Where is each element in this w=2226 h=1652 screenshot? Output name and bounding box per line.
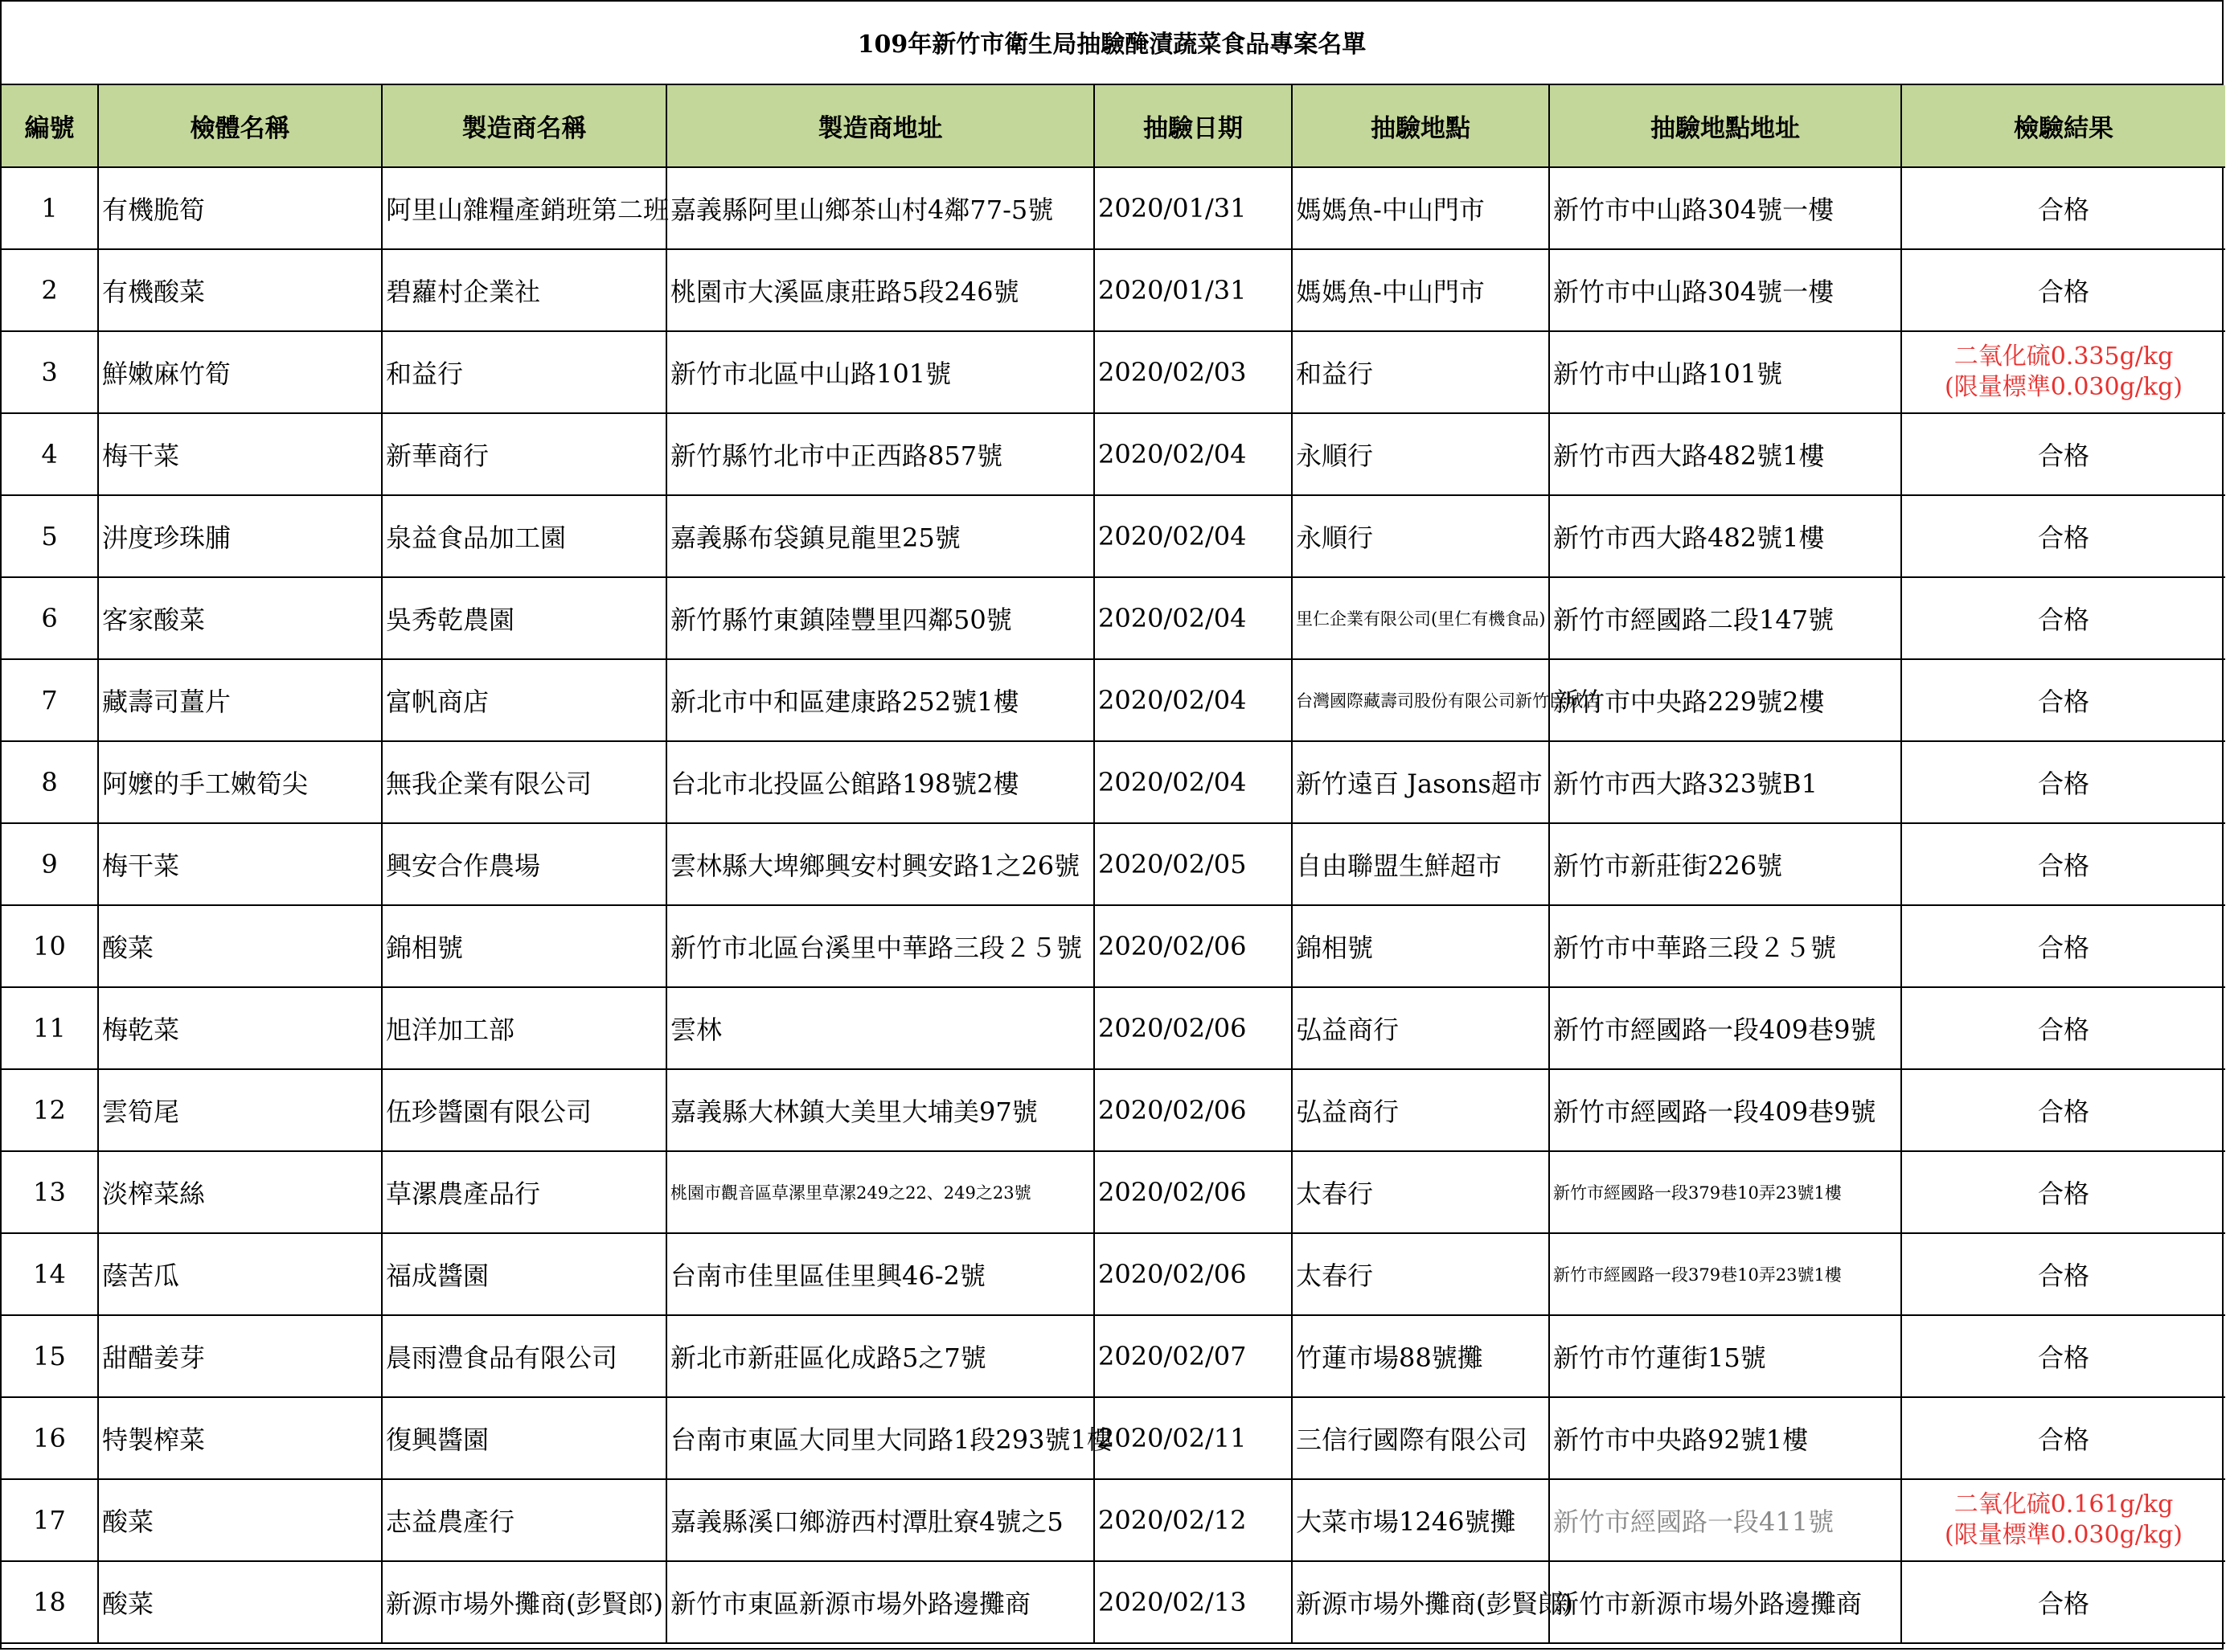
- cell-maker-address[interactable]: 新北市中和區建康路252號1樓: [666, 659, 1094, 741]
- cell-sample-date[interactable]: 2020/02/04: [1094, 495, 1292, 577]
- table-row: [2, 249, 2225, 331]
- cell-no[interactable]: 10: [2, 905, 98, 987]
- cell-sample-place[interactable]: 三信行國際有限公司: [1292, 1397, 1549, 1479]
- cell-no[interactable]: 15: [2, 1315, 98, 1397]
- cell-place-address[interactable]: 新竹市新源市場外路邊攤商: [1549, 1561, 1901, 1643]
- cell-sample-date[interactable]: 2020/01/31: [1094, 167, 1292, 249]
- table-row: [2, 1397, 2225, 1479]
- cell-place-address[interactable]: 新竹市經國路一段411號: [1549, 1479, 1901, 1561]
- cell-sample-name[interactable]: 有機酸菜: [98, 249, 382, 331]
- cell-sample-place[interactable]: 自由聯盟生鮮超市: [1292, 823, 1549, 905]
- header-sample-place[interactable]: 抽驗地點: [1292, 85, 1549, 167]
- cell-result[interactable]: 合格: [1901, 1561, 2225, 1643]
- cell-result[interactable]: 合格: [1901, 249, 2225, 331]
- table-row: [2, 1315, 2225, 1397]
- cell-no[interactable]: 4: [2, 413, 98, 495]
- cell-sample-place[interactable]: 媽媽魚-中山門市: [1292, 249, 1549, 331]
- table-row: [2, 1561, 2225, 1643]
- cell-maker-name[interactable]: 復興醬園: [382, 1397, 666, 1479]
- cell-no[interactable]: 18: [2, 1561, 98, 1643]
- cell-place-address[interactable]: 新竹市西大路323號B1: [1549, 741, 1901, 823]
- table-row: [2, 987, 2225, 1069]
- cell-no[interactable]: 2: [2, 249, 98, 331]
- cell-result[interactable]: 合格: [1901, 167, 2225, 249]
- cell-result[interactable]: 合格: [1901, 1315, 2225, 1397]
- cell-no[interactable]: 11: [2, 987, 98, 1069]
- cell-result[interactable]: [1901, 331, 2225, 413]
- cell-result[interactable]: 合格: [1901, 1397, 2225, 1479]
- cell-no[interactable]: 3: [2, 331, 98, 413]
- cell-maker-address[interactable]: 嘉義縣大林鎮大美里大埔美97號: [666, 1069, 1094, 1151]
- cell-place-address[interactable]: 新竹市經國路一段409巷9號: [1549, 1069, 1901, 1151]
- cell-place-address[interactable]: 新竹市竹蓮街15號: [1549, 1315, 1901, 1397]
- cell-maker-address[interactable]: 台南市佳里區佳里興46-2號: [666, 1233, 1094, 1315]
- cell-sample-place[interactable]: 和益行: [1292, 331, 1549, 413]
- cell-sample-name[interactable]: 梅干菜: [98, 413, 382, 495]
- cell-place-address[interactable]: 新竹市中山路304號一樓: [1549, 249, 1901, 331]
- cell-place-address[interactable]: 新竹市中山路304號一樓: [1549, 167, 1901, 249]
- header-sample-date[interactable]: 抽驗日期: [1094, 85, 1292, 167]
- cell-maker-name[interactable]: 泉益食品加工園: [382, 495, 666, 577]
- cell-maker-name[interactable]: 碧蘿村企業社: [382, 249, 666, 331]
- header-row: [2, 85, 2225, 167]
- cell-sample-date[interactable]: 2020/02/04: [1094, 413, 1292, 495]
- cell-sample-name[interactable]: 酸菜: [98, 1561, 382, 1643]
- cell-result[interactable]: 合格: [1901, 905, 2225, 987]
- cell-sample-place[interactable]: 媽媽魚-中山門市: [1292, 167, 1549, 249]
- cell-no[interactable]: 6: [2, 577, 98, 659]
- cell-sample-date[interactable]: 2020/02/04: [1094, 741, 1292, 823]
- cell-no[interactable]: 13: [2, 1151, 98, 1233]
- cell-place-address[interactable]: 新竹市中華路三段２５號: [1549, 905, 1901, 987]
- cell-sample-name[interactable]: 梅乾菜: [98, 987, 382, 1069]
- header-result[interactable]: 檢驗結果: [1901, 85, 2225, 167]
- cell-sample-date[interactable]: 2020/02/06: [1094, 1069, 1292, 1151]
- cell-maker-name[interactable]: 新源市場外攤商(彭賢郎): [382, 1561, 666, 1643]
- cell-maker-name[interactable]: 阿里山雜糧產銷班第二班: [382, 167, 666, 249]
- result-limit: (限量標準0.030g/kg): [1945, 373, 2183, 401]
- table-row: [2, 413, 2225, 495]
- cell-result[interactable]: 合格: [1901, 1151, 2225, 1233]
- table-row: [2, 1233, 2225, 1315]
- cell-sample-name[interactable]: 梅干菜: [98, 823, 382, 905]
- cell-no[interactable]: 9: [2, 823, 98, 905]
- cell-place-address[interactable]: 新竹市中山路101號: [1549, 331, 1901, 413]
- cell-maker-address[interactable]: 桃園市大溪區康莊路5段246號: [666, 249, 1094, 331]
- cell-maker-address[interactable]: 嘉義縣布袋鎮見龍里25號: [666, 495, 1094, 577]
- cell-maker-name[interactable]: 草漯農產品行: [382, 1151, 666, 1233]
- cell-no[interactable]: 16: [2, 1397, 98, 1479]
- cell-maker-address[interactable]: 台北市北投區公館路198號2樓: [666, 741, 1094, 823]
- cell-sample-name[interactable]: 阿嬤的手工嫩筍尖: [98, 741, 382, 823]
- cell-sample-place[interactable]: 太春行: [1292, 1151, 1549, 1233]
- cell-place-address[interactable]: 新竹市西大路482號1樓: [1549, 495, 1901, 577]
- table-row: [2, 1479, 2225, 1561]
- cell-sample-date[interactable]: 2020/02/06: [1094, 905, 1292, 987]
- cell-maker-address[interactable]: 嘉義縣阿里山鄉茶山村4鄰77-5號: [666, 167, 1094, 249]
- cell-maker-name[interactable]: 晨雨澧食品有限公司: [382, 1315, 666, 1397]
- cell-place-address[interactable]: 新竹市經國路二段147號: [1549, 577, 1901, 659]
- cell-no[interactable]: 12: [2, 1069, 98, 1151]
- table-row: [2, 741, 2225, 823]
- cell-sample-place[interactable]: 台灣國際藏壽司股份有限公司新竹巨城店: [1292, 659, 1549, 741]
- cell-maker-address[interactable]: 新竹市北區中山路101號: [666, 331, 1094, 413]
- cell-maker-address[interactable]: 新竹縣竹東鎮陸豐里四鄰50號: [666, 577, 1094, 659]
- table-row: [2, 659, 2225, 741]
- cell-sample-place[interactable]: 大菜市場1246號攤: [1292, 1479, 1549, 1561]
- cell-maker-name[interactable]: 無我企業有限公司: [382, 741, 666, 823]
- cell-sample-place[interactable]: 永順行: [1292, 413, 1549, 495]
- cell-sample-name[interactable]: 酸菜: [98, 1479, 382, 1561]
- cell-sample-date[interactable]: 2020/02/06: [1094, 1151, 1292, 1233]
- cell-no[interactable]: 14: [2, 1233, 98, 1315]
- cell-no[interactable]: 5: [2, 495, 98, 577]
- cell-sample-name[interactable]: 特製榨菜: [98, 1397, 382, 1479]
- cell-sample-name[interactable]: 鮮嫩麻竹筍: [98, 331, 382, 413]
- cell-maker-name[interactable]: 和益行: [382, 331, 666, 413]
- cell-sample-name[interactable]: 有機脆筍: [98, 167, 382, 249]
- header-sample-name[interactable]: 檢體名稱: [98, 85, 382, 167]
- cell-result[interactable]: 合格: [1901, 1069, 2225, 1151]
- cell-sample-place[interactable]: 里仁企業有限公司(里仁有機食品): [1292, 577, 1549, 659]
- table-row: [2, 331, 2225, 413]
- table-row: [2, 905, 2225, 987]
- cell-sample-name[interactable]: 淡榨菜絲: [98, 1151, 382, 1233]
- cell-sample-name[interactable]: 蔭苦瓜: [98, 1233, 382, 1315]
- cell-maker-address[interactable]: 新竹市北區台溪里中華路三段２５號: [666, 905, 1094, 987]
- cell-sample-place[interactable]: 永順行: [1292, 495, 1549, 577]
- cell-sample-place[interactable]: 弘益商行: [1292, 987, 1549, 1069]
- cell-sample-date[interactable]: 2020/02/06: [1094, 987, 1292, 1069]
- cell-sample-date[interactable]: 2020/01/31: [1094, 249, 1292, 331]
- cell-maker-name[interactable]: 富帆商店: [382, 659, 666, 741]
- cell-maker-name[interactable]: 志益農產行: [382, 1479, 666, 1561]
- cell-maker-address[interactable]: 桃園市觀音區草漯里草漯249之22、249之23號: [666, 1151, 1094, 1233]
- cell-maker-name[interactable]: 錦相號: [382, 905, 666, 987]
- cell-result[interactable]: 合格: [1901, 741, 2225, 823]
- cell-maker-address[interactable]: 新北市新莊區化成路5之7號: [666, 1315, 1094, 1397]
- cell-place-address[interactable]: 新竹市經國路一段379巷10弄23號1樓: [1549, 1151, 1901, 1233]
- cell-sample-place[interactable]: 新竹遠百 Jasons超市: [1292, 741, 1549, 823]
- cell-sample-date[interactable]: 2020/02/04: [1094, 577, 1292, 659]
- table-row: [2, 167, 2225, 249]
- table-row: [2, 1069, 2225, 1151]
- cell-place-address[interactable]: 新竹市中央路92號1樓: [1549, 1397, 1901, 1479]
- cell-result[interactable]: 合格: [1901, 659, 2225, 741]
- header-maker-address[interactable]: 製造商地址: [666, 85, 1094, 167]
- cell-place-address[interactable]: 新竹市西大路482號1樓: [1549, 413, 1901, 495]
- cell-maker-name[interactable]: 興安合作農場: [382, 823, 666, 905]
- cell-place-address[interactable]: 新竹市經國路一段379巷10弄23號1樓: [1549, 1233, 1901, 1315]
- cell-no[interactable]: 17: [2, 1479, 98, 1561]
- cell-no[interactable]: 7: [2, 659, 98, 741]
- result-value: 二氧化硫0.335g/kg: [1953, 342, 2174, 371]
- cell-result[interactable]: 合格: [1901, 577, 2225, 659]
- cell-sample-place[interactable]: 錦相號: [1292, 905, 1549, 987]
- cell-sample-date[interactable]: 2020/02/03: [1094, 331, 1292, 413]
- cell-maker-name[interactable]: 福成醬園: [382, 1233, 666, 1315]
- cell-sample-date[interactable]: 2020/02/07: [1094, 1315, 1292, 1397]
- cell-sample-name[interactable]: 汫度珍珠脯: [98, 495, 382, 577]
- inspection-table: [2, 85, 2225, 1644]
- cell-sample-name[interactable]: 甜醋姜芽: [98, 1315, 382, 1397]
- result-value: 二氧化硫0.161g/kg: [1953, 1490, 2174, 1519]
- cell-sample-place[interactable]: 太春行: [1292, 1233, 1549, 1315]
- cell-sample-date[interactable]: 2020/02/04: [1094, 659, 1292, 741]
- cell-maker-address[interactable]: 雲林縣大埤鄉興安村興安路1之26號: [666, 823, 1094, 905]
- header-maker-name[interactable]: 製造商名稱: [382, 85, 666, 167]
- cell-sample-name[interactable]: 酸菜: [98, 905, 382, 987]
- cell-place-address[interactable]: 新竹市中央路229號2樓: [1549, 659, 1901, 741]
- cell-no[interactable]: 1: [2, 167, 98, 249]
- cell-maker-address[interactable]: 嘉義縣溪口鄉游西村潭肚寮4號之5: [666, 1479, 1094, 1561]
- cell-sample-place[interactable]: 新源市場外攤商(彭賢郎): [1292, 1561, 1549, 1643]
- cell-sample-name[interactable]: 客家酸菜: [98, 577, 382, 659]
- cell-sample-date[interactable]: 2020/02/11: [1094, 1397, 1292, 1479]
- table-row: [2, 823, 2225, 905]
- cell-maker-address[interactable]: 台南市東區大同里大同路1段293號1樓: [666, 1397, 1094, 1479]
- cell-maker-address[interactable]: 新竹市東區新源市場外路邊攤商: [666, 1561, 1094, 1643]
- cell-sample-name[interactable]: 藏壽司薑片: [98, 659, 382, 741]
- cell-sample-date[interactable]: 2020/02/05: [1094, 823, 1292, 905]
- table-row: [2, 577, 2225, 659]
- cell-place-address[interactable]: 新竹市經國路一段409巷9號: [1549, 987, 1901, 1069]
- cell-sample-place[interactable]: 竹蓮市場88號攤: [1292, 1315, 1549, 1397]
- cell-result[interactable]: 合格: [1901, 495, 2225, 577]
- header-place-address[interactable]: 抽驗地點地址: [1549, 85, 1901, 167]
- cell-place-address[interactable]: 新竹市新莊街226號: [1549, 823, 1901, 905]
- cell-maker-address[interactable]: 雲林: [666, 987, 1094, 1069]
- table-row: [2, 495, 2225, 577]
- cell-maker-name[interactable]: 吳秀乾農園: [382, 577, 666, 659]
- cell-sample-name[interactable]: 雲筍尾: [98, 1069, 382, 1151]
- cell-result[interactable]: 合格: [1901, 1233, 2225, 1315]
- cell-sample-date[interactable]: 2020/02/06: [1094, 1233, 1292, 1315]
- cell-result[interactable]: 合格: [1901, 413, 2225, 495]
- table-row: [2, 1151, 2225, 1233]
- cell-sample-place[interactable]: 弘益商行: [1292, 1069, 1549, 1151]
- cell-result[interactable]: 合格: [1901, 823, 2225, 905]
- result-limit: (限量標準0.030g/kg): [1945, 1521, 2183, 1549]
- cell-result[interactable]: 合格: [1901, 987, 2225, 1069]
- cell-maker-name[interactable]: 伍珍醬園有限公司: [382, 1069, 666, 1151]
- header-no[interactable]: 編號: [2, 85, 98, 167]
- cell-sample-date[interactable]: 2020/02/12: [1094, 1479, 1292, 1561]
- cell-maker-name[interactable]: 新華商行: [382, 413, 666, 495]
- page-title: 109年新竹市衛生局抽驗醃漬蔬菜食品專案名單: [2, 2, 2222, 85]
- cell-result[interactable]: [1901, 1479, 2225, 1561]
- cell-maker-name[interactable]: 旭洋加工部: [382, 987, 666, 1069]
- cell-sample-date[interactable]: 2020/02/13: [1094, 1561, 1292, 1643]
- cell-no[interactable]: 8: [2, 741, 98, 823]
- cell-maker-address[interactable]: 新竹縣竹北市中正西路857號: [666, 413, 1094, 495]
